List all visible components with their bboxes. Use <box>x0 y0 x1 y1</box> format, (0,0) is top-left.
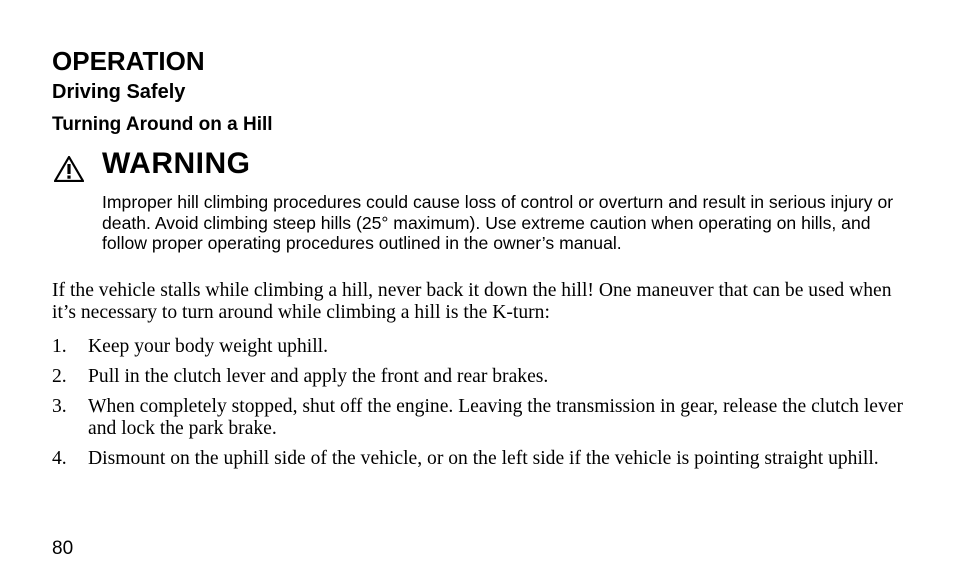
warning-title: WARNING <box>102 147 251 180</box>
step-number: 2. <box>52 366 67 387</box>
list-item <box>52 396 912 440</box>
subsection-title: Driving Safely <box>52 81 186 103</box>
step-text: When completely stopped, shut off the engine. Leaving the transmission in gear, release the clutch lever and lock the park brake. <box>88 396 903 439</box>
topic-title: Turning Around on a Hill <box>52 114 273 135</box>
intro-paragraph: If the vehicle stalls while climbing a hill, never back it down the hill! One maneuver that can be used when it’s necessary to turn around while climbing a hill is the K-turn: <box>52 280 892 323</box>
section-title: OPERATION <box>52 46 205 76</box>
step-number: 1. <box>52 336 67 357</box>
warning-text: Improper hill climbing procedures could cause loss of control or overturn and result in serious injury or death. Avoid climbing steep hills (25° maximum). Use extreme caution when operating on hills, and follow proper operating procedures outlined in the owner’s manual. <box>102 192 894 253</box>
step-number: 3. <box>52 396 67 417</box>
step-text: Pull in the clutch lever and apply the front and rear brakes. <box>88 366 549 387</box>
steps-list <box>52 336 912 478</box>
list-item <box>52 366 912 388</box>
step-text: Dismount on the uphill side of the vehicle, or on the left side if the vehicle is pointing straight uphill. <box>88 448 879 469</box>
list-item <box>52 448 912 470</box>
step-text: Keep your body weight uphill. <box>88 336 328 357</box>
warning-triangle-icon <box>54 156 84 182</box>
page-number: 80 <box>52 538 74 559</box>
step-number: 4. <box>52 448 67 469</box>
list-item <box>52 336 912 358</box>
